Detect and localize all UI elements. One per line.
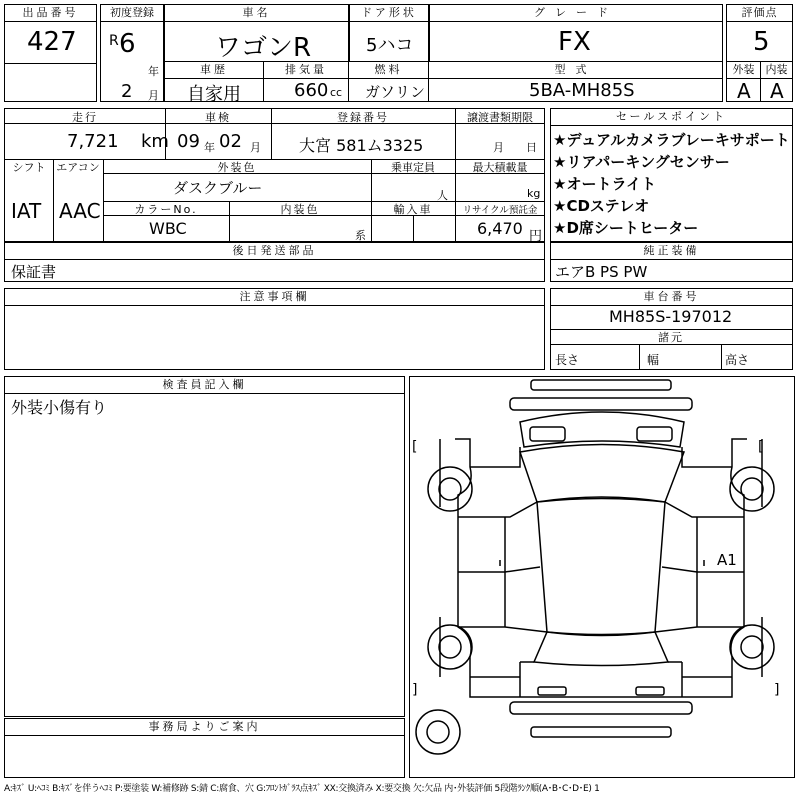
transfer-deadline-label: 譲渡書類期限 bbox=[467, 111, 533, 124]
color-no: WBC bbox=[149, 219, 187, 238]
shift: IAT bbox=[11, 199, 42, 223]
aircon-label: エアコン bbox=[56, 161, 100, 174]
sales-point-2: ★リアパーキングセンサー bbox=[553, 153, 730, 171]
chassis: MH85S-197012 bbox=[609, 307, 733, 326]
reg-no-label: 登録番号 bbox=[337, 111, 389, 124]
int-grade-label: 内装 bbox=[761, 62, 792, 79]
car-name-label: 車名 bbox=[165, 5, 348, 22]
first-reg-year-unit: 年 bbox=[148, 65, 159, 78]
displacement: 660 bbox=[294, 80, 329, 101]
max-load-label: 最大積載量 bbox=[472, 161, 528, 174]
displacement-unit: cc bbox=[330, 86, 343, 99]
dim-width-label: 幅 bbox=[647, 353, 660, 367]
ext-grade: A bbox=[737, 79, 751, 103]
recycle-unit: 円 bbox=[529, 229, 543, 244]
score-box bbox=[726, 4, 793, 62]
chassis-label: 車台番号 bbox=[551, 289, 792, 306]
legend: A:ｷｽﾞ U:ﾍｺﾐ B:ｷｽﾞを伴うﾍｺﾐ P:要塗装 W:補修跡 S:錆 C:腐食、穴 G:ﾌﾛﾝﾄｶﾞﾗｽ点ｷｽﾞ XX:交換済み X:要交換 欠:欠品 内･外装評価 5段階ﾗﾝｸ順(A･B･C･D･E) 1 bbox=[4, 784, 600, 794]
lot-box bbox=[4, 4, 97, 102]
door-type: 5ハコ bbox=[366, 35, 414, 56]
mileage-unit: km bbox=[141, 131, 169, 152]
inspection-month: 02 bbox=[219, 131, 242, 152]
mileage-label: 走行 bbox=[72, 111, 98, 124]
inspector-comment: 外装小傷有り bbox=[11, 398, 108, 417]
equipment: エアB PS PW bbox=[555, 263, 648, 281]
displacement-box bbox=[263, 61, 349, 102]
reg-no: 大宮 581ム3325 bbox=[299, 136, 424, 155]
first-reg-era: R bbox=[109, 33, 119, 49]
grade: FX bbox=[558, 27, 591, 57]
sales-points-label: セールスポイント bbox=[551, 109, 792, 126]
model-label: 型式 bbox=[429, 62, 722, 79]
fuel-box bbox=[348, 61, 429, 102]
grade-box bbox=[429, 4, 723, 62]
sales-point-5: ★D席シートヒーター bbox=[553, 219, 699, 237]
car-name: ワゴンR bbox=[215, 33, 312, 63]
dimensions-label: 諸元 bbox=[658, 331, 684, 344]
door-box bbox=[349, 4, 429, 62]
history: 自家用 bbox=[187, 84, 241, 105]
damage-mark: A1 bbox=[717, 551, 737, 569]
lot-number: 427 bbox=[27, 27, 77, 57]
car-diagram bbox=[409, 376, 795, 778]
first-reg-label: 初度登録 bbox=[101, 5, 163, 22]
int-grade-box bbox=[760, 61, 793, 102]
recycle: 6,470 bbox=[477, 219, 523, 238]
grade-label: グレード bbox=[430, 5, 722, 22]
inspection-year: 09 bbox=[177, 131, 200, 152]
first-reg-year: 6 bbox=[119, 29, 136, 59]
max-load-unit: kg bbox=[527, 187, 541, 200]
first-reg-month-unit: 月 bbox=[148, 89, 159, 102]
aircon: AAC bbox=[59, 199, 101, 223]
office-box bbox=[4, 718, 405, 778]
equipment-box bbox=[550, 242, 793, 282]
model-box bbox=[428, 61, 723, 102]
lot-label: 出品番号 bbox=[5, 5, 96, 22]
sales-point-3: ★オートライト bbox=[553, 175, 656, 193]
first-reg-month: 2 bbox=[121, 81, 133, 102]
diagram-bracket-open-right: [ bbox=[758, 439, 764, 455]
first-reg-box bbox=[100, 4, 164, 102]
chassis-box bbox=[550, 288, 793, 370]
notes-label: 注意事項欄 bbox=[5, 289, 544, 306]
fuel-label: 燃料 bbox=[349, 62, 428, 79]
car-outline-icon bbox=[410, 377, 794, 777]
ext-color: ダスクブルー bbox=[173, 179, 263, 197]
transfer-month-unit: 月 bbox=[493, 141, 504, 154]
score: 5 bbox=[753, 27, 770, 57]
inspector-label: 検査員記入欄 bbox=[5, 377, 404, 394]
diagram-bracket-open-left: [ bbox=[412, 439, 418, 455]
equipment-label: 純正装備 bbox=[551, 243, 792, 260]
sales-point-4: ★CDステレオ bbox=[553, 197, 650, 215]
history-label: 車歴 bbox=[165, 62, 263, 79]
ext-grade-box bbox=[726, 61, 761, 102]
history-box bbox=[164, 61, 264, 105]
later-parts: 保証書 bbox=[11, 263, 57, 281]
later-parts-label: 後日発送部品 bbox=[5, 243, 544, 260]
inspection-month-unit: 月 bbox=[250, 141, 261, 154]
shift-label: シフト bbox=[12, 161, 46, 174]
notes-box bbox=[4, 288, 545, 370]
int-color-unit: 系 bbox=[355, 229, 366, 242]
inspector-box bbox=[4, 376, 405, 717]
import-label: 輸入車 bbox=[393, 203, 433, 216]
car-name-box bbox=[164, 4, 349, 62]
mileage: 7,721 bbox=[67, 131, 119, 152]
model: 5BA-MH85S bbox=[529, 80, 635, 101]
dim-length-label: 長さ bbox=[555, 353, 580, 367]
diagram-bracket-close-left: ] bbox=[412, 682, 418, 698]
capacity-unit: 人 bbox=[437, 189, 448, 202]
later-parts-box bbox=[4, 242, 545, 282]
ext-color-label: 外装色 bbox=[217, 161, 257, 174]
int-color-label: 内装色 bbox=[280, 203, 320, 216]
displacement-label: 排気量 bbox=[264, 62, 348, 79]
sales-points-box bbox=[550, 108, 793, 242]
office-label: 事務局よりご案内 bbox=[5, 719, 404, 736]
transfer-day-unit: 日 bbox=[526, 141, 537, 154]
inspection-label: 車検 bbox=[205, 111, 231, 124]
ext-grade-label: 外装 bbox=[727, 62, 760, 79]
dim-height-label: 高さ bbox=[725, 353, 750, 367]
inspection-year-unit: 年 bbox=[204, 141, 215, 154]
sales-point-1: ★デュアルカメラブレーキサポート bbox=[553, 131, 790, 149]
score-label: 評価点 bbox=[727, 5, 792, 22]
recycle-label: リサイクル預託金 bbox=[462, 205, 538, 216]
fuel: ガソリン bbox=[365, 83, 426, 101]
main-info bbox=[4, 108, 545, 242]
door-label: ドア形状 bbox=[350, 5, 428, 22]
capacity-label: 乗車定員 bbox=[391, 161, 435, 174]
color-no-label: カラーNo. bbox=[134, 203, 198, 216]
int-grade: A bbox=[770, 79, 784, 103]
diagram-bracket-close-right: ] bbox=[774, 682, 780, 698]
